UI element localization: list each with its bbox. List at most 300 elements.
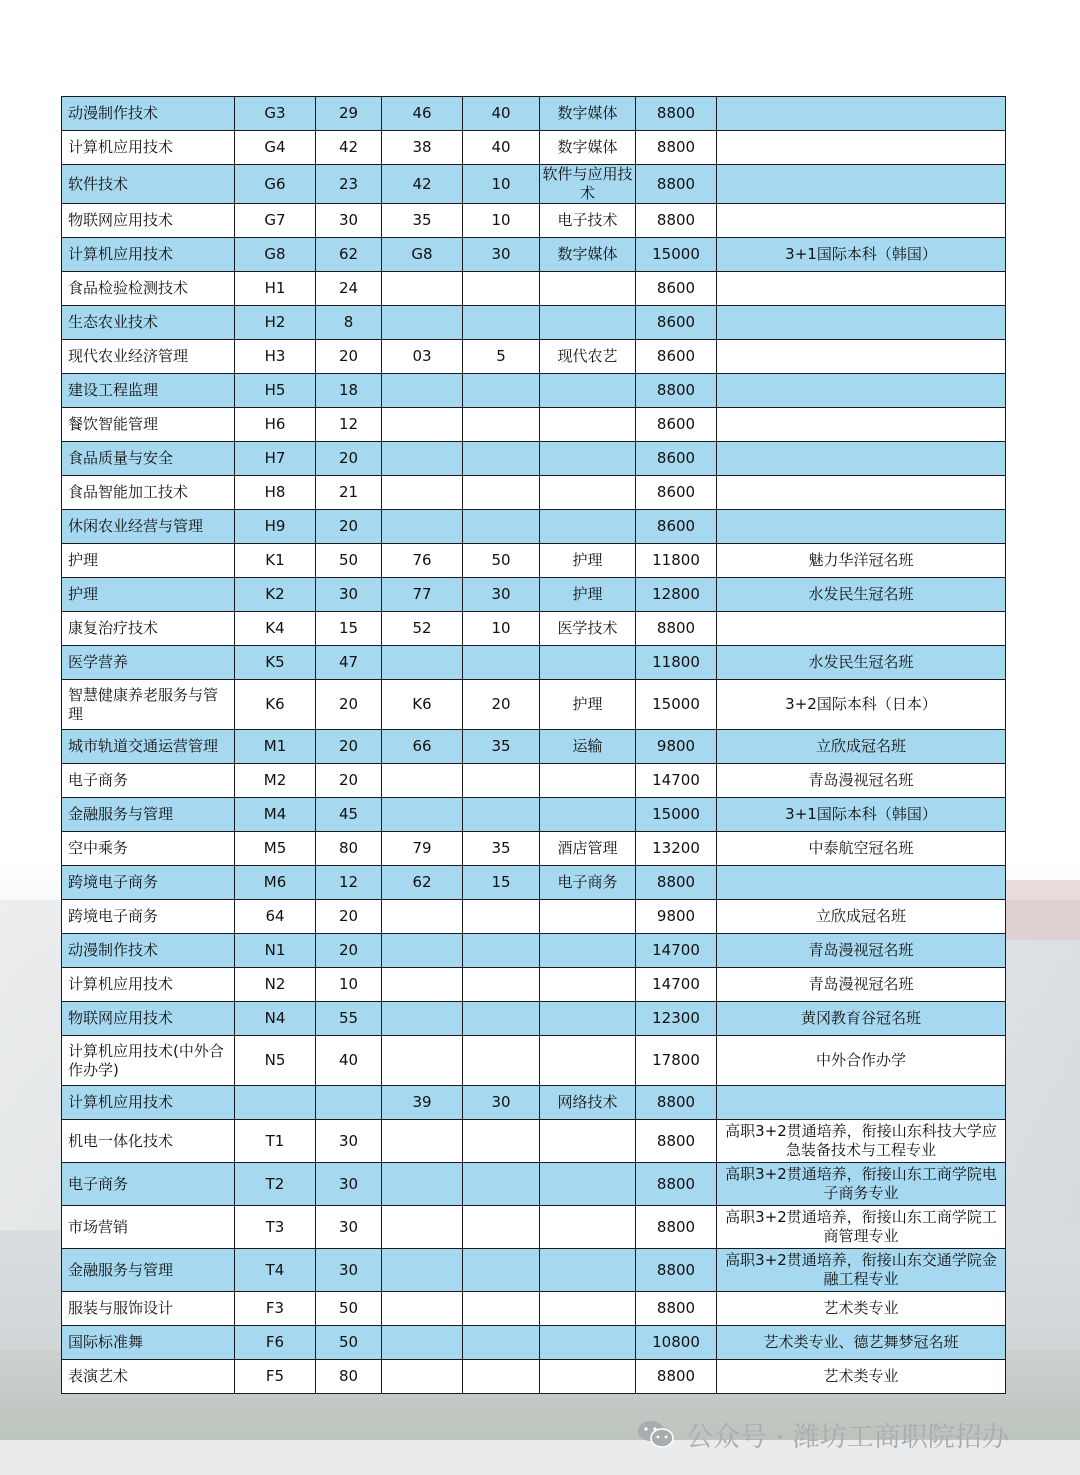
col6-cell: 护理 — [540, 578, 636, 612]
table-row — [62, 646, 1006, 680]
plan-cell: 47 — [316, 646, 382, 680]
plan-cell: 62 — [316, 238, 382, 272]
col4-cell: 66 — [382, 730, 463, 764]
plan-cell: 20 — [316, 680, 382, 730]
col6-cell: 医学技术 — [540, 612, 636, 646]
col4-cell: 52 — [382, 612, 463, 646]
col6-cell: 护理 — [540, 544, 636, 578]
col6-cell: 数字媒体 — [540, 97, 636, 131]
background-roof — [1005, 880, 1080, 940]
col4-cell — [382, 476, 463, 510]
fee-cell: 8600 — [636, 272, 717, 306]
fee-cell: 8800 — [636, 374, 717, 408]
col4-cell — [382, 1326, 463, 1360]
fee-cell: 8800 — [636, 1163, 717, 1206]
plan-cell: 30 — [316, 1206, 382, 1249]
col4-cell — [382, 510, 463, 544]
table-row — [62, 1249, 1006, 1292]
plan-cell: 12 — [316, 408, 382, 442]
code-cell: H3 — [235, 340, 316, 374]
col5-cell — [463, 1036, 540, 1086]
col5-cell — [463, 1163, 540, 1206]
code-cell: F3 — [235, 1292, 316, 1326]
table-row — [62, 1086, 1006, 1120]
code-cell: H1 — [235, 272, 316, 306]
major-cell: 医学营养 — [62, 646, 235, 680]
fee-cell: 12300 — [636, 1002, 717, 1036]
col5-cell — [463, 934, 540, 968]
major-cell: 软件技术 — [62, 165, 235, 204]
note-cell: 青岛漫视冠名班 — [717, 968, 1006, 1002]
fee-cell: 8600 — [636, 408, 717, 442]
code-cell: G8 — [235, 238, 316, 272]
table-row — [62, 578, 1006, 612]
plan-cell: 40 — [316, 1036, 382, 1086]
code-cell: N1 — [235, 934, 316, 968]
watermark — [636, 1414, 1009, 1454]
col5-cell — [463, 510, 540, 544]
col5-cell: 10 — [463, 612, 540, 646]
fee-cell: 11800 — [636, 646, 717, 680]
col4-cell: 79 — [382, 832, 463, 866]
table-row — [62, 306, 1006, 340]
major-cell: 国际标准舞 — [62, 1326, 235, 1360]
major-cell: 金融服务与管理 — [62, 1249, 235, 1292]
col4-cell — [382, 408, 463, 442]
table-row — [62, 968, 1006, 1002]
note-cell: 高职3+2贯通培养，衔接山东交通学院金融工程专业 — [717, 1249, 1006, 1292]
table-row — [62, 131, 1006, 165]
table-row — [62, 1360, 1006, 1394]
col6-cell: 网络技术 — [540, 1086, 636, 1120]
fee-cell: 8600 — [636, 476, 717, 510]
major-cell: 食品质量与安全 — [62, 442, 235, 476]
plan-cell: 30 — [316, 204, 382, 238]
col5-cell — [463, 646, 540, 680]
plan-cell: 30 — [316, 1163, 382, 1206]
col6-cell — [540, 306, 636, 340]
fee-cell: 14700 — [636, 764, 717, 798]
code-cell: H7 — [235, 442, 316, 476]
plan-cell: 20 — [316, 934, 382, 968]
wechat-icon — [636, 1419, 676, 1449]
note-cell: 立欣成冠名班 — [717, 900, 1006, 934]
col6-cell — [540, 900, 636, 934]
col4-cell — [382, 1292, 463, 1326]
table-row — [62, 1292, 1006, 1326]
code-cell: T1 — [235, 1120, 316, 1163]
fee-cell: 8800 — [636, 1249, 717, 1292]
code-cell: G6 — [235, 165, 316, 204]
col6-cell: 运输 — [540, 730, 636, 764]
watermark-text: 公众号 · 潍坊工商职院招办 — [686, 1421, 1009, 1453]
note-cell — [717, 165, 1006, 204]
col4-cell: 77 — [382, 578, 463, 612]
col5-cell: 40 — [463, 97, 540, 131]
plan-cell: 42 — [316, 131, 382, 165]
col5-cell — [463, 442, 540, 476]
enrollment-plan-table — [61, 96, 1006, 1394]
code-cell: T3 — [235, 1206, 316, 1249]
fee-cell: 8800 — [636, 204, 717, 238]
code-cell: H8 — [235, 476, 316, 510]
col4-cell — [382, 1249, 463, 1292]
note-cell: 黄冈教育谷冠名班 — [717, 1002, 1006, 1036]
major-cell: 表演艺术 — [62, 1360, 235, 1394]
note-cell — [717, 510, 1006, 544]
col5-cell: 10 — [463, 165, 540, 204]
code-cell: H6 — [235, 408, 316, 442]
plan-cell: 29 — [316, 97, 382, 131]
major-cell: 跨境电子商务 — [62, 900, 235, 934]
col6-cell — [540, 764, 636, 798]
code-cell: K2 — [235, 578, 316, 612]
plan-cell: 30 — [316, 1120, 382, 1163]
col6-cell — [540, 1249, 636, 1292]
col5-cell — [463, 1206, 540, 1249]
table-row — [62, 1206, 1006, 1249]
col4-cell — [382, 374, 463, 408]
note-cell — [717, 340, 1006, 374]
major-cell: 休闲农业经营与管理 — [62, 510, 235, 544]
fee-cell: 8800 — [636, 1360, 717, 1394]
code-cell: T4 — [235, 1249, 316, 1292]
fee-cell: 8800 — [636, 1206, 717, 1249]
plan-cell: 20 — [316, 764, 382, 798]
table-row — [62, 680, 1006, 730]
note-cell: 高职3+2贯通培养，衔接山东科技大学应急装备技术与工程专业 — [717, 1120, 1006, 1163]
code-cell: N5 — [235, 1036, 316, 1086]
col4-cell — [382, 306, 463, 340]
table-row — [62, 1036, 1006, 1086]
code-cell: H5 — [235, 374, 316, 408]
plan-cell: 24 — [316, 272, 382, 306]
col4-cell: 39 — [382, 1086, 463, 1120]
col4-cell — [382, 1002, 463, 1036]
major-cell: 城市轨道交通运营管理 — [62, 730, 235, 764]
col6-cell — [540, 272, 636, 306]
fee-cell: 10800 — [636, 1326, 717, 1360]
col6-cell — [540, 1163, 636, 1206]
col4-cell: 38 — [382, 131, 463, 165]
plan-cell: 55 — [316, 1002, 382, 1036]
fee-cell: 14700 — [636, 968, 717, 1002]
col6-cell — [540, 510, 636, 544]
table-row — [62, 1002, 1006, 1036]
table-row — [62, 340, 1006, 374]
col5-cell: 30 — [463, 578, 540, 612]
plan-cell: 50 — [316, 544, 382, 578]
code-cell: 64 — [235, 900, 316, 934]
major-cell: 餐饮智能管理 — [62, 408, 235, 442]
fee-cell: 8600 — [636, 510, 717, 544]
col6-cell: 软件与应用技术 — [540, 165, 636, 204]
note-cell: 魅力华洋冠名班 — [717, 544, 1006, 578]
col4-cell — [382, 1206, 463, 1249]
major-cell: 服装与服饰设计 — [62, 1292, 235, 1326]
code-cell: M1 — [235, 730, 316, 764]
col5-cell: 50 — [463, 544, 540, 578]
note-cell: 高职3+2贯通培养，衔接山东工商学院工商管理专业 — [717, 1206, 1006, 1249]
major-cell: 动漫制作技术 — [62, 934, 235, 968]
plan-cell: 15 — [316, 612, 382, 646]
col4-cell — [382, 1036, 463, 1086]
fee-cell: 13200 — [636, 832, 717, 866]
note-cell: 青岛漫视冠名班 — [717, 934, 1006, 968]
code-cell: M4 — [235, 798, 316, 832]
col4-cell: 46 — [382, 97, 463, 131]
col4-cell — [382, 646, 463, 680]
col6-cell — [540, 442, 636, 476]
major-cell: 护理 — [62, 544, 235, 578]
major-cell: 空中乘务 — [62, 832, 235, 866]
col4-cell — [382, 1163, 463, 1206]
fee-cell: 8600 — [636, 306, 717, 340]
col4-cell — [382, 934, 463, 968]
note-cell — [717, 97, 1006, 131]
plan-cell: 21 — [316, 476, 382, 510]
table-row — [62, 442, 1006, 476]
table-row — [62, 866, 1006, 900]
note-cell — [717, 306, 1006, 340]
note-cell — [717, 204, 1006, 238]
code-cell: G4 — [235, 131, 316, 165]
col5-cell — [463, 968, 540, 1002]
col4-cell: 76 — [382, 544, 463, 578]
major-cell: 建设工程监理 — [62, 374, 235, 408]
fee-cell: 8800 — [636, 1086, 717, 1120]
major-cell: 计算机应用技术 — [62, 238, 235, 272]
major-cell: 机电一体化技术 — [62, 1120, 235, 1163]
plan-cell: 20 — [316, 900, 382, 934]
major-cell: 电子商务 — [62, 764, 235, 798]
note-cell — [717, 442, 1006, 476]
fee-cell: 8800 — [636, 612, 717, 646]
col5-cell — [463, 764, 540, 798]
note-cell: 艺术类专业 — [717, 1360, 1006, 1394]
code-cell: F5 — [235, 1360, 316, 1394]
col6-cell: 电子商务 — [540, 866, 636, 900]
plan-cell — [316, 1086, 382, 1120]
table-row — [62, 934, 1006, 968]
col4-cell: G8 — [382, 238, 463, 272]
major-cell: 计算机应用技术 — [62, 968, 235, 1002]
col6-cell — [540, 408, 636, 442]
major-cell: 食品检验检测技术 — [62, 272, 235, 306]
plan-cell: 20 — [316, 510, 382, 544]
fee-cell: 9800 — [636, 900, 717, 934]
note-cell: 高职3+2贯通培养，衔接山东工商学院电子商务专业 — [717, 1163, 1006, 1206]
col5-cell: 10 — [463, 204, 540, 238]
table-row — [62, 510, 1006, 544]
fee-cell: 8800 — [636, 866, 717, 900]
major-cell: 动漫制作技术 — [62, 97, 235, 131]
col6-cell: 数字媒体 — [540, 131, 636, 165]
plan-cell: 50 — [316, 1292, 382, 1326]
col6-cell — [540, 1036, 636, 1086]
col5-cell — [463, 408, 540, 442]
fee-cell: 15000 — [636, 680, 717, 730]
plan-cell: 50 — [316, 1326, 382, 1360]
code-cell: M5 — [235, 832, 316, 866]
fee-cell: 11800 — [636, 544, 717, 578]
major-cell: 计算机应用技术(中外合作办学) — [62, 1036, 235, 1086]
major-cell: 食品智能加工技术 — [62, 476, 235, 510]
col5-cell: 30 — [463, 1086, 540, 1120]
col5-cell — [463, 1002, 540, 1036]
col5-cell: 15 — [463, 866, 540, 900]
code-cell: F6 — [235, 1326, 316, 1360]
note-cell: 水发民生冠名班 — [717, 646, 1006, 680]
major-cell: 市场营销 — [62, 1206, 235, 1249]
plan-cell: 23 — [316, 165, 382, 204]
table-row — [62, 730, 1006, 764]
col4-cell: 03 — [382, 340, 463, 374]
table-row — [62, 1163, 1006, 1206]
note-cell — [717, 131, 1006, 165]
col4-cell — [382, 1120, 463, 1163]
col4-cell: K6 — [382, 680, 463, 730]
note-cell: 艺术类专业 — [717, 1292, 1006, 1326]
col4-cell: 35 — [382, 204, 463, 238]
note-cell: 中外合作办学 — [717, 1036, 1006, 1086]
plan-cell: 80 — [316, 1360, 382, 1394]
fee-cell: 17800 — [636, 1036, 717, 1086]
table-row — [62, 832, 1006, 866]
major-cell: 跨境电子商务 — [62, 866, 235, 900]
col6-cell — [540, 646, 636, 680]
note-cell: 3+2国际本科（日本） — [717, 680, 1006, 730]
col4-cell — [382, 1360, 463, 1394]
col5-cell: 35 — [463, 832, 540, 866]
major-cell: 智慧健康养老服务与管理 — [62, 680, 235, 730]
col6-cell: 酒店管理 — [540, 832, 636, 866]
major-cell: 金融服务与管理 — [62, 798, 235, 832]
plan-cell: 20 — [316, 442, 382, 476]
plan-cell: 20 — [316, 730, 382, 764]
plan-cell: 80 — [316, 832, 382, 866]
col6-cell: 数字媒体 — [540, 238, 636, 272]
fee-cell: 15000 — [636, 238, 717, 272]
note-cell — [717, 408, 1006, 442]
col4-cell — [382, 272, 463, 306]
col6-cell — [540, 476, 636, 510]
code-cell — [235, 1086, 316, 1120]
major-cell: 计算机应用技术 — [62, 131, 235, 165]
col5-cell — [463, 306, 540, 340]
major-cell: 电子商务 — [62, 1163, 235, 1206]
table-row — [62, 476, 1006, 510]
note-cell — [717, 272, 1006, 306]
table-row — [62, 764, 1006, 798]
col5-cell — [463, 1249, 540, 1292]
code-cell: K5 — [235, 646, 316, 680]
code-cell: H9 — [235, 510, 316, 544]
major-cell: 现代农业经济管理 — [62, 340, 235, 374]
note-cell — [717, 866, 1006, 900]
col4-cell — [382, 900, 463, 934]
col5-cell — [463, 798, 540, 832]
col6-cell — [540, 374, 636, 408]
major-cell: 护理 — [62, 578, 235, 612]
col6-cell: 电子技术 — [540, 204, 636, 238]
plan-cell: 30 — [316, 578, 382, 612]
plan-cell: 20 — [316, 340, 382, 374]
note-cell — [717, 374, 1006, 408]
table-row — [62, 612, 1006, 646]
col6-cell — [540, 1360, 636, 1394]
major-cell: 物联网应用技术 — [62, 204, 235, 238]
code-cell: K1 — [235, 544, 316, 578]
major-cell: 物联网应用技术 — [62, 1002, 235, 1036]
col4-cell — [382, 764, 463, 798]
col5-cell — [463, 1120, 540, 1163]
col6-cell: 现代农艺 — [540, 340, 636, 374]
col6-cell: 护理 — [540, 680, 636, 730]
col5-cell — [463, 1360, 540, 1394]
fee-cell: 8800 — [636, 1120, 717, 1163]
col5-cell — [463, 900, 540, 934]
plan-cell: 8 — [316, 306, 382, 340]
code-cell: M6 — [235, 866, 316, 900]
col5-cell: 5 — [463, 340, 540, 374]
table-row — [62, 900, 1006, 934]
col5-cell: 20 — [463, 680, 540, 730]
col6-cell — [540, 1292, 636, 1326]
fee-cell: 8600 — [636, 442, 717, 476]
fee-cell: 15000 — [636, 798, 717, 832]
code-cell: M2 — [235, 764, 316, 798]
col4-cell — [382, 798, 463, 832]
table-row — [62, 1326, 1006, 1360]
table-row — [62, 238, 1006, 272]
col6-cell — [540, 968, 636, 1002]
major-cell: 计算机应用技术 — [62, 1086, 235, 1120]
code-cell: G7 — [235, 204, 316, 238]
col6-cell — [540, 934, 636, 968]
col4-cell: 62 — [382, 866, 463, 900]
col6-cell — [540, 1120, 636, 1163]
col4-cell — [382, 968, 463, 1002]
table-row — [62, 798, 1006, 832]
table-row — [62, 272, 1006, 306]
note-cell: 中泰航空冠名班 — [717, 832, 1006, 866]
col5-cell — [463, 1292, 540, 1326]
table-row — [62, 165, 1006, 204]
plan-cell: 10 — [316, 968, 382, 1002]
col4-cell: 42 — [382, 165, 463, 204]
fee-cell: 8800 — [636, 131, 717, 165]
plan-cell: 45 — [316, 798, 382, 832]
note-cell — [717, 1086, 1006, 1120]
code-cell: K6 — [235, 680, 316, 730]
col5-cell — [463, 272, 540, 306]
col6-cell — [540, 1206, 636, 1249]
table-row — [62, 204, 1006, 238]
col6-cell — [540, 1002, 636, 1036]
col5-cell — [463, 1326, 540, 1360]
note-cell: 3+1国际本科（韩国） — [717, 238, 1006, 272]
major-cell: 生态农业技术 — [62, 306, 235, 340]
col6-cell — [540, 798, 636, 832]
note-cell — [717, 476, 1006, 510]
table-row — [62, 408, 1006, 442]
note-cell: 艺术类专业、德艺舞梦冠名班 — [717, 1326, 1006, 1360]
note-cell: 3+1国际本科（韩国） — [717, 798, 1006, 832]
col5-cell: 30 — [463, 238, 540, 272]
code-cell: K4 — [235, 612, 316, 646]
table-row — [62, 97, 1006, 131]
